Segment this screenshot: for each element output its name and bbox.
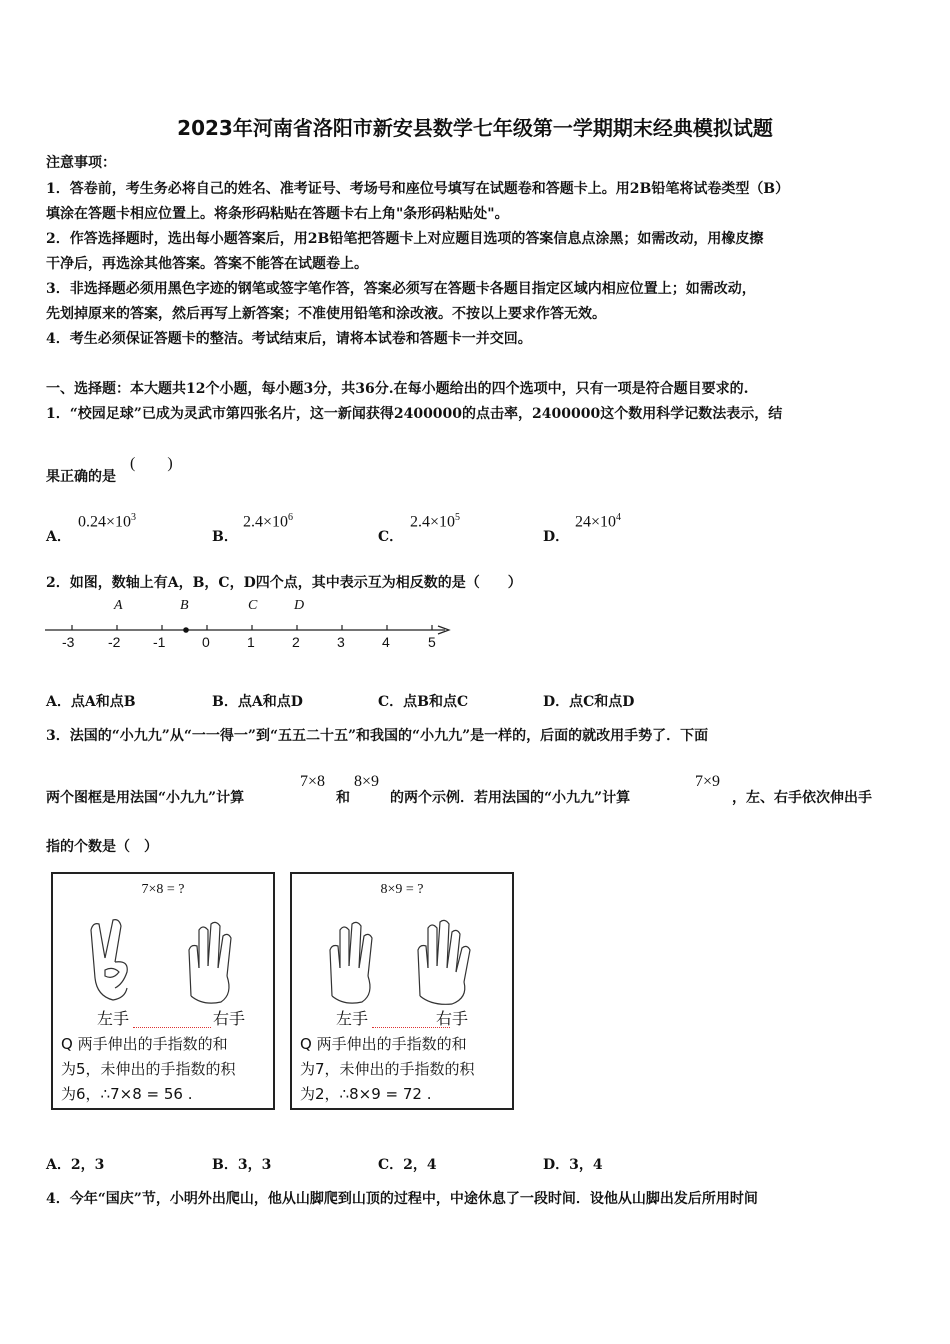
q3-stem-line3: 指的个数是（ ）	[46, 839, 158, 855]
notice-line: 填涂在答题卡相应位置上。将条形码粘贴在答题卡右上角"条形码粘贴处"。	[46, 206, 509, 222]
tick-label: 1	[247, 634, 255, 650]
q3-option-a[interactable]: A．2，3	[46, 1157, 105, 1173]
q3-stem-line2: 两个图框是用法国“小九九”计算	[46, 790, 245, 806]
right-hand-icon	[189, 922, 231, 1003]
q3-option-c[interactable]: C．2，4	[378, 1157, 437, 1173]
q1-option-c[interactable]	[378, 526, 403, 546]
q3-math-7x9: 7×9	[695, 773, 721, 790]
q1-stem-line1: 1．“校园足球”已成为灵武市第四张名片，这一新闻获得2400000的点击率，2400000这个数用科学记数法表示，结	[46, 406, 783, 422]
tick-label: -1	[153, 634, 166, 650]
page-title: 2023年河南省洛阳市新安县数学七年级第一学期期末经典模拟试题	[177, 116, 773, 140]
q1-option-d[interactable]	[543, 526, 569, 546]
left-hand-label: 左手	[336, 1009, 369, 1028]
q2-stem: 2．如图，数轴上有A，B，C，D四个点，其中表示互为相反数的是（ ）	[46, 575, 522, 591]
example-explanation: Q 两手伸出的手指数的和 为5，未伸出的手指数的积 为6，∴7×8 = 56 .	[61, 1035, 236, 1103]
hand-illustration	[292, 910, 512, 1010]
q3-option-d[interactable]: D．3，4	[543, 1157, 603, 1173]
left-hand-icon	[91, 920, 127, 1000]
right-hand-label: 右手	[436, 1009, 469, 1028]
option-label: A．	[46, 529, 71, 545]
q3-text-mid: 的两个示例．若用法国的“小九九”计算	[390, 790, 631, 806]
notice-line: 3．非选择题必须用黑色字迹的钢笔或签字笔作答，答案必须写在答题卡各题目指定区域内相应位置上；如需改动，	[46, 281, 756, 297]
q3-math-8x9: 8×9	[354, 773, 380, 790]
example-equation: 8×9 = ?	[380, 882, 424, 897]
tick-label: -2	[108, 634, 121, 650]
q1-option-a-value: $0.24\times 10^3$	[78, 512, 137, 531]
q1-option-d-value: $24\times 10^4$	[575, 512, 622, 531]
tick-label: 0	[202, 634, 210, 650]
q2-option-c[interactable]: C．点B和点C	[378, 694, 469, 710]
point-label-a: A	[114, 598, 123, 613]
q4-stem-line1: 4．今年“国庆”节，小明外出爬山，他从山脚爬到山顶的过程中，中途休息了一段时间．设他从山脚出发后所用时间	[46, 1191, 758, 1207]
left-hand-icon	[330, 922, 372, 1003]
option-label: B．	[212, 529, 238, 545]
notice-heading: 注意事项：	[46, 155, 116, 171]
section-heading: 一、选择题：本大题共12个小题，每小题3分，共36分.在每小题给出的四个选项中，只有一项是符合题目要求的.	[46, 381, 749, 397]
q3-option-b[interactable]: B．3，3	[212, 1157, 272, 1173]
example-equation: 7×8 = ?	[141, 882, 185, 897]
wavy-underline	[133, 1024, 211, 1028]
tick-label: 5	[428, 634, 436, 650]
number-line	[40, 596, 460, 656]
point-label-b: B	[180, 598, 189, 613]
notice-line: 先划掉原来的答案，然后再写上新答案；不准使用铅笔和涂改液。不按以上要求作答无效。	[46, 306, 606, 322]
point-label-d: D	[294, 598, 305, 613]
tick-label: -3	[62, 634, 75, 650]
notice-line: 干净后，再选涂其他答案。答案不能答在试题卷上。	[46, 256, 368, 272]
q2-option-d[interactable]: D．点C和点D	[543, 694, 635, 710]
right-hand-icon	[418, 920, 470, 1004]
q1-option-b-value: $2.4\times 10^6$	[243, 512, 294, 531]
notice-line: 1．答卷前，考生务必将自己的姓名、准考证号、考场号和座位号填写在试题卷和答题卡上。用2B铅笔将试卷类型（B）	[46, 181, 790, 197]
right-hand-label: 右手	[213, 1009, 246, 1028]
q3-stem-line1: 3．法国的“小九九”从“一一得一”到“五五二十五”和我国的“小九九”是一样的，后面的就改用手势了．下面	[46, 728, 709, 744]
q1-stem-line2: 果正确的是	[46, 469, 116, 485]
example-box-8x9	[290, 872, 514, 1110]
q3-text-and: 和	[336, 790, 350, 806]
tick-label: 3	[337, 634, 345, 650]
q1-option-a[interactable]	[46, 526, 71, 546]
q1-option-b[interactable]	[212, 526, 238, 546]
q3-text-end: ，左、右手依次伸出手	[732, 790, 872, 806]
q1-answer-paren: ( )	[130, 455, 173, 472]
example-box-7x8	[51, 872, 275, 1110]
q3-math-7x8: 7×8	[300, 773, 326, 790]
q1-option-c-value: $2.4\times 10^5$	[410, 512, 461, 531]
notice-line: 4．考生必须保证答题卡的整洁。考试结束后，请将本试卷和答题卡一并交回。	[46, 331, 532, 347]
example-explanation: Q 两手伸出的手指数的和 为7，未伸出的手指数的积 为2，∴8×9 = 72 .	[300, 1035, 475, 1103]
q2-option-b[interactable]: B．点A和点D	[212, 694, 303, 710]
notice-line: 2．作答选择题时，选出每小题答案后，用2B铅笔把答题卡上对应题目选项的答案信息点涂黑；如需改动，用橡皮擦	[46, 231, 764, 247]
point-label-c: C	[248, 598, 258, 613]
tick-label: 2	[292, 634, 300, 650]
point-b-dot	[183, 627, 189, 633]
left-hand-label: 左手	[97, 1009, 130, 1028]
option-label: C．	[378, 529, 404, 545]
hand-illustration	[53, 910, 273, 1010]
q2-option-a[interactable]: A．点A和点B	[46, 694, 136, 710]
option-label: D．	[543, 529, 570, 545]
tick-label: 4	[382, 634, 390, 650]
